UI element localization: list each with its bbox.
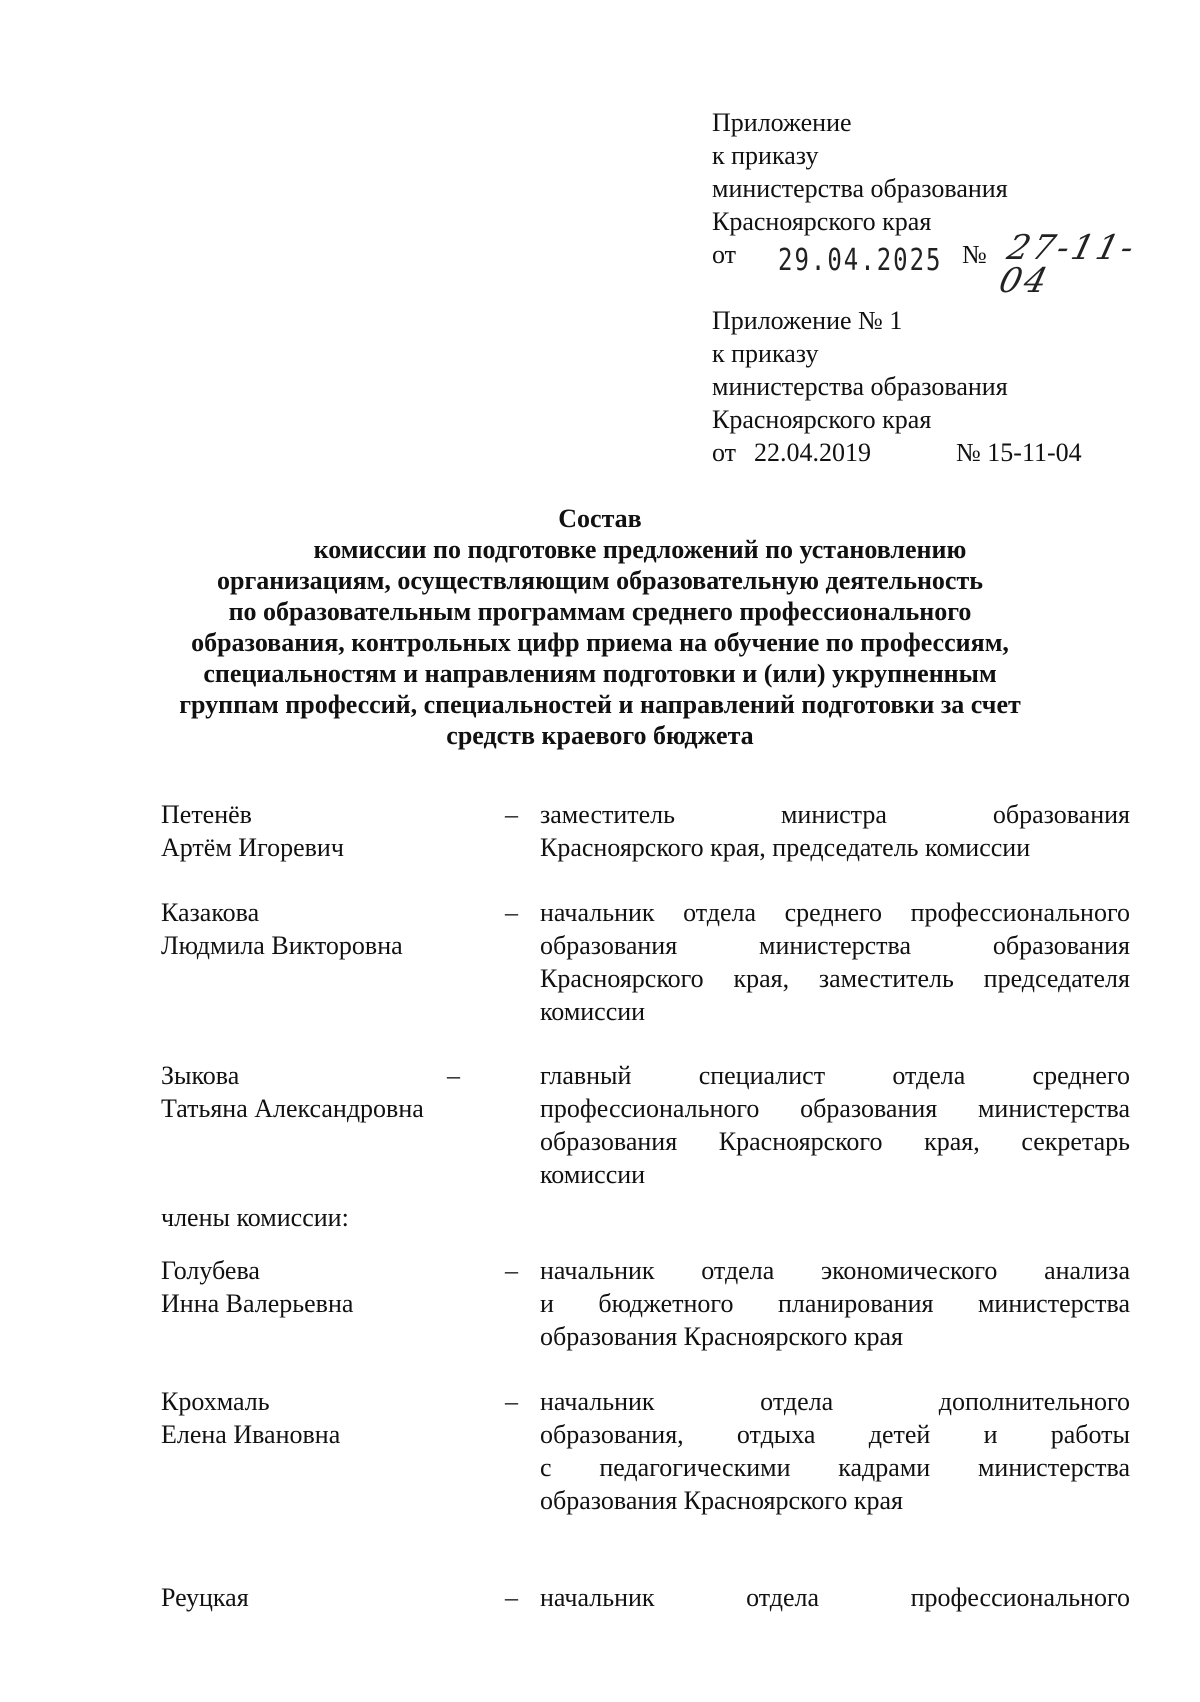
annex-current-line-3: министерства образования (712, 174, 1008, 203)
annex-original-date: 22.04.2019 (754, 438, 871, 467)
title-line: средств краевого бюджета (446, 721, 754, 750)
member-name (161, 1254, 481, 1320)
annex-current-date-prefix: от (712, 240, 737, 269)
member-dash: – (505, 800, 518, 829)
role-line: образования, отдыха детей и работы (540, 1420, 1130, 1449)
annex-current-block (712, 106, 1141, 301)
annex-original-line-1: Приложение № 1 (712, 306, 903, 335)
title-line: группам профессий, специальностей и направлений подготовки за счет (179, 690, 1021, 719)
document-title (120, 503, 1080, 751)
member-role (540, 1385, 1130, 1517)
member-role (540, 798, 1130, 864)
title-line: по образовательным программам среднего профессионального (228, 597, 972, 626)
member-name (161, 896, 481, 962)
annex-original-number: № 15-11-04 (956, 438, 1082, 467)
member-name (161, 1581, 481, 1614)
role-line: образования Красноярского края (540, 1322, 903, 1351)
title-line: комиссии по подготовке предложений по установлению (313, 535, 967, 564)
member-dash: – (505, 1387, 518, 1416)
member-surname: Зыкова (161, 1061, 240, 1090)
member-dash: – (505, 898, 518, 927)
annex-original-line-2: к приказу (712, 339, 819, 368)
title-line: организациям, осуществляющим образовательную деятельность (216, 566, 983, 595)
member-role (540, 1254, 1130, 1353)
members-section-label: члены комиссии: (161, 1203, 349, 1232)
role-line: начальник отдела среднего профессионального (540, 898, 1130, 927)
annex-original-date-row (712, 436, 1132, 469)
annex-original-line-3: министерства образования (712, 372, 1008, 401)
member-surname: Петенёв (161, 800, 252, 829)
member-dash: – (505, 1256, 518, 1285)
role-line: главный специалист отдела среднего (540, 1061, 1130, 1090)
member-surname: Казакова (161, 898, 260, 927)
annex-current-number-handwritten: 27-11-04 (995, 228, 1141, 301)
member-given-name: Людмила Викторовна (161, 931, 403, 960)
annex-original-date-prefix: от (712, 438, 737, 467)
member-name (161, 1059, 481, 1125)
role-line: комиссии (540, 997, 646, 1026)
title-heading: Состав (558, 504, 642, 533)
role-line: комиссии (540, 1160, 646, 1189)
member-given-name: Татьяна Александровна (161, 1094, 424, 1123)
annex-current-line-2: к приказу (712, 141, 819, 170)
member-dash: – (447, 1061, 460, 1090)
annex-original-line-4: Красноярского края (712, 405, 932, 434)
role-line: Красноярского края, председатель комиссии (540, 833, 1031, 862)
member-role (540, 1581, 1130, 1614)
role-line: с педагогическими кадрами министерства (540, 1453, 1130, 1482)
member-given-name: Елена Ивановна (161, 1420, 341, 1449)
member-surname: Реуцкая (161, 1583, 249, 1612)
role-line: образования Красноярского края, секретарь (540, 1127, 1130, 1156)
annex-current-date-row (712, 228, 1141, 301)
member-name (161, 1385, 481, 1451)
member-surname: Голубева (161, 1256, 260, 1285)
annex-current-line-1: Приложение (712, 108, 852, 137)
role-line: и бюджетного планирования министерства (540, 1289, 1130, 1318)
role-line: профессионального образования министерства (540, 1094, 1130, 1123)
role-line: начальник отдела экономического анализа (540, 1256, 1130, 1285)
role-line: образования Красноярского края (540, 1486, 903, 1515)
member-dash: – (505, 1583, 518, 1612)
role-line: Красноярского края, заместитель председателя (540, 964, 1130, 993)
member-given-name: Инна Валерьевна (161, 1289, 354, 1318)
member-surname: Крохмаль (161, 1387, 270, 1416)
role-line: образования министерства образования (540, 931, 1130, 960)
member-name (161, 798, 481, 864)
annex-original-block (712, 304, 1132, 469)
title-line: образования, контрольных цифр приема на обучение по профессиям, (191, 628, 1009, 657)
title-line: специальностям и направлениям подготовки и (или) укрупненным (203, 659, 997, 688)
role-line: начальник отдела профессионального (540, 1583, 1130, 1612)
annex-current-date-stamp: 29.04.2025 (778, 242, 943, 278)
role-line: заместитель министра образования (540, 800, 1130, 829)
member-role (540, 1059, 1130, 1191)
annex-current-line-4: Красноярского края (712, 207, 932, 236)
annex-current-number-prefix: № (962, 240, 987, 269)
role-line: начальник отдела дополнительного (540, 1387, 1130, 1416)
member-role (540, 896, 1130, 1028)
member-given-name: Артём Игоревич (161, 833, 344, 862)
